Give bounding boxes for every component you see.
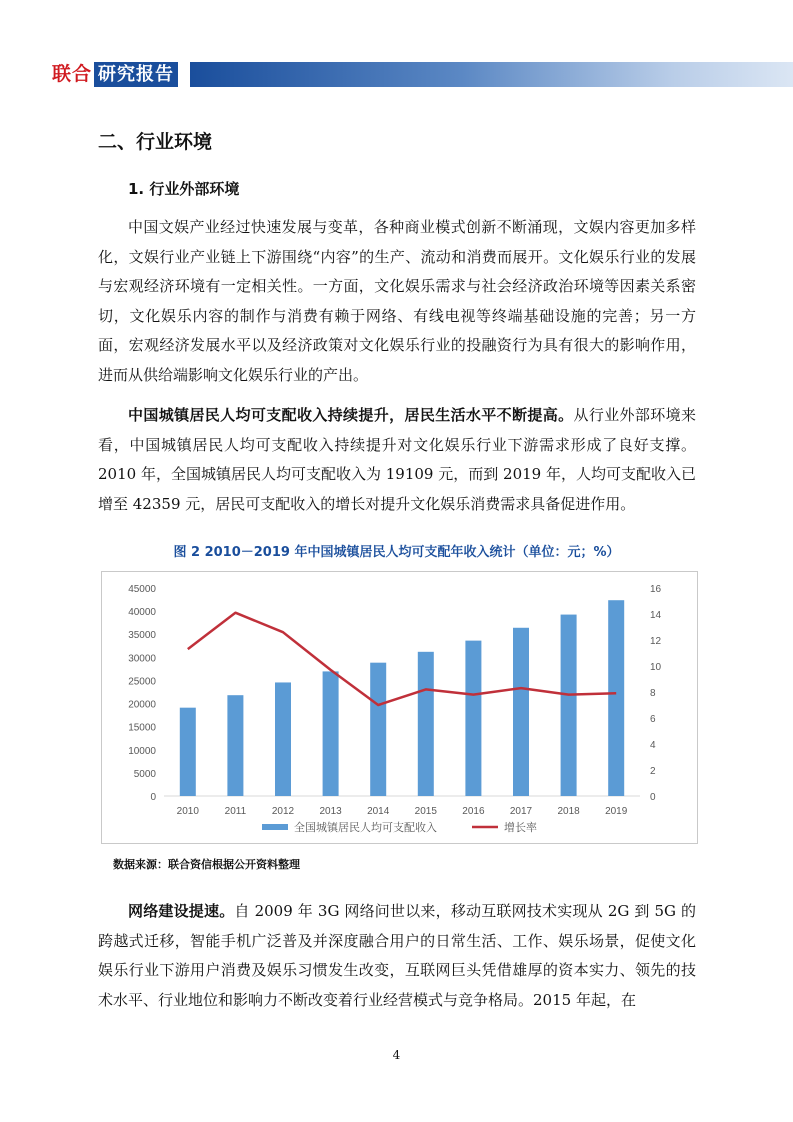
chart-canvas (102, 572, 697, 843)
report-header (0, 62, 793, 87)
y-right-tick-label: 8 (650, 688, 656, 699)
income-chart (101, 571, 698, 844)
x-tick-label: 2019 (605, 806, 628, 817)
paragraph-network-lead: 网络建设提速。 (128, 902, 235, 920)
x-tick-label: 2015 (414, 806, 437, 817)
y-left-tick-label: 10000 (128, 745, 156, 757)
legend-line-label: 增长率 (504, 822, 537, 834)
chart-bar (323, 671, 339, 796)
y-left-tick-label: 5000 (133, 768, 156, 780)
y-right-tick-label: 2 (650, 766, 656, 777)
growth-rate-line (188, 613, 616, 705)
paragraph-income-lead: 中国城镇居民人均可支配收入持续提升，居民生活水平不断提高。 (128, 406, 574, 424)
y-left-tick-label: 15000 (128, 722, 156, 734)
x-tick-label: 2017 (509, 806, 533, 817)
y-left-tick-label: 20000 (128, 699, 156, 711)
y-right-tick-label: 10 (650, 662, 662, 673)
paragraph-network (98, 897, 696, 1015)
brand-name-blue: 研究报告 (94, 62, 178, 87)
chart-bar (465, 641, 481, 796)
chart-bar (561, 615, 577, 796)
chart-bar (370, 663, 386, 796)
header-gradient-bar (190, 62, 793, 87)
figure-caption: 图 2 2010－2019 年中国城镇居民人均可支配年收入统计（单位：元；%） (173, 545, 620, 560)
y-right-tick-label: 12 (650, 636, 662, 647)
chart-bar (275, 682, 291, 796)
y-left-tick-label: 25000 (128, 676, 156, 688)
chart-bar (513, 628, 529, 796)
y-left-tick-label: 45000 (128, 584, 156, 595)
brand-name-red: 联合 (52, 63, 93, 85)
y-right-tick-label: 14 (650, 610, 662, 621)
y-right-tick-label: 4 (650, 740, 656, 751)
paragraph-income (98, 401, 696, 519)
y-right-tick-label: 16 (650, 584, 662, 595)
subsection-title: 1. 行业外部环境 (128, 180, 240, 198)
chart-bar (227, 695, 243, 796)
page-number: 4 (392, 1048, 401, 1062)
y-left-tick-label: 40000 (128, 607, 156, 619)
y-left-tick-label: 35000 (128, 630, 156, 642)
chart-bar (180, 708, 196, 796)
x-tick-label: 2016 (462, 806, 485, 817)
section-title: 二、行业环境 (98, 131, 213, 153)
y-left-tick-label: 30000 (128, 653, 156, 665)
chart-bar (418, 652, 434, 796)
y-right-tick-label: 6 (650, 714, 656, 725)
y-left-tick-label: 0 (150, 792, 156, 803)
x-tick-label: 2012 (271, 806, 295, 817)
x-tick-label: 2018 (557, 806, 580, 817)
x-tick-label: 2014 (367, 806, 390, 817)
paragraph-income-body: 从行业外部环境来看，中国城镇居民人均可支配收入持续提升对文化娱乐行业下游需求形成了良好支撑。2010 年，全国城镇居民人均可支配收入为 19109 元，而到 2019 年，人均可支配收入已增至 42359 元，居民可支配收入的增长对提升文化娱乐消费需求具备促进作用。 (98, 406, 696, 513)
x-tick-label: 2011 (224, 806, 247, 817)
x-tick-label: 2013 (319, 806, 342, 817)
source-note: 数据来源：联合资信根据公开资料整理 (113, 858, 300, 871)
legend-bar-label: 全国城镇居民人均可支配收入 (294, 822, 437, 834)
legend-bar-swatch (262, 824, 288, 830)
y-right-tick-label: 0 (650, 792, 656, 803)
paragraph-network-body: 自 2009 年 3G 网络问世以来，移动互联网技术实现从 2G 到 5G 的跨越式迁移，智能手机广泛普及并深度融合用户的日常生活、工作、娱乐场景，促使文化娱乐行业下游用户消费及娱乐习惯发生改变，互联网巨头凭借雄厚的资本实力、领先的技术水平、行业地位和影响力不断改变着行业经营模式与竞争格局。2015 年起，在 (98, 902, 696, 1009)
x-tick-label: 2010 (176, 806, 199, 817)
paragraph-industry-environment: 中国文娱产业经过快速发展与变革，各种商业模式创新不断涌现，文娱内容更加多样化，文娱行业产业链上下游围绕“内容”的生产、流动和消费而展开。文化娱乐行业的发展与宏观经济环境有一定相关性。一方面，文化娱乐需求与社会经济政治环境等因素关系密切，文化娱乐内容的制作与消费有赖于网络、有线电视等终端基础设施的完善；另一方面，宏观经济发展水平以及经济政策对文化娱乐行业的投融资行为具有很大的影响作用，进而从供给端影响文化娱乐行业的产出。 (98, 218, 696, 384)
chart-bar (608, 600, 624, 796)
